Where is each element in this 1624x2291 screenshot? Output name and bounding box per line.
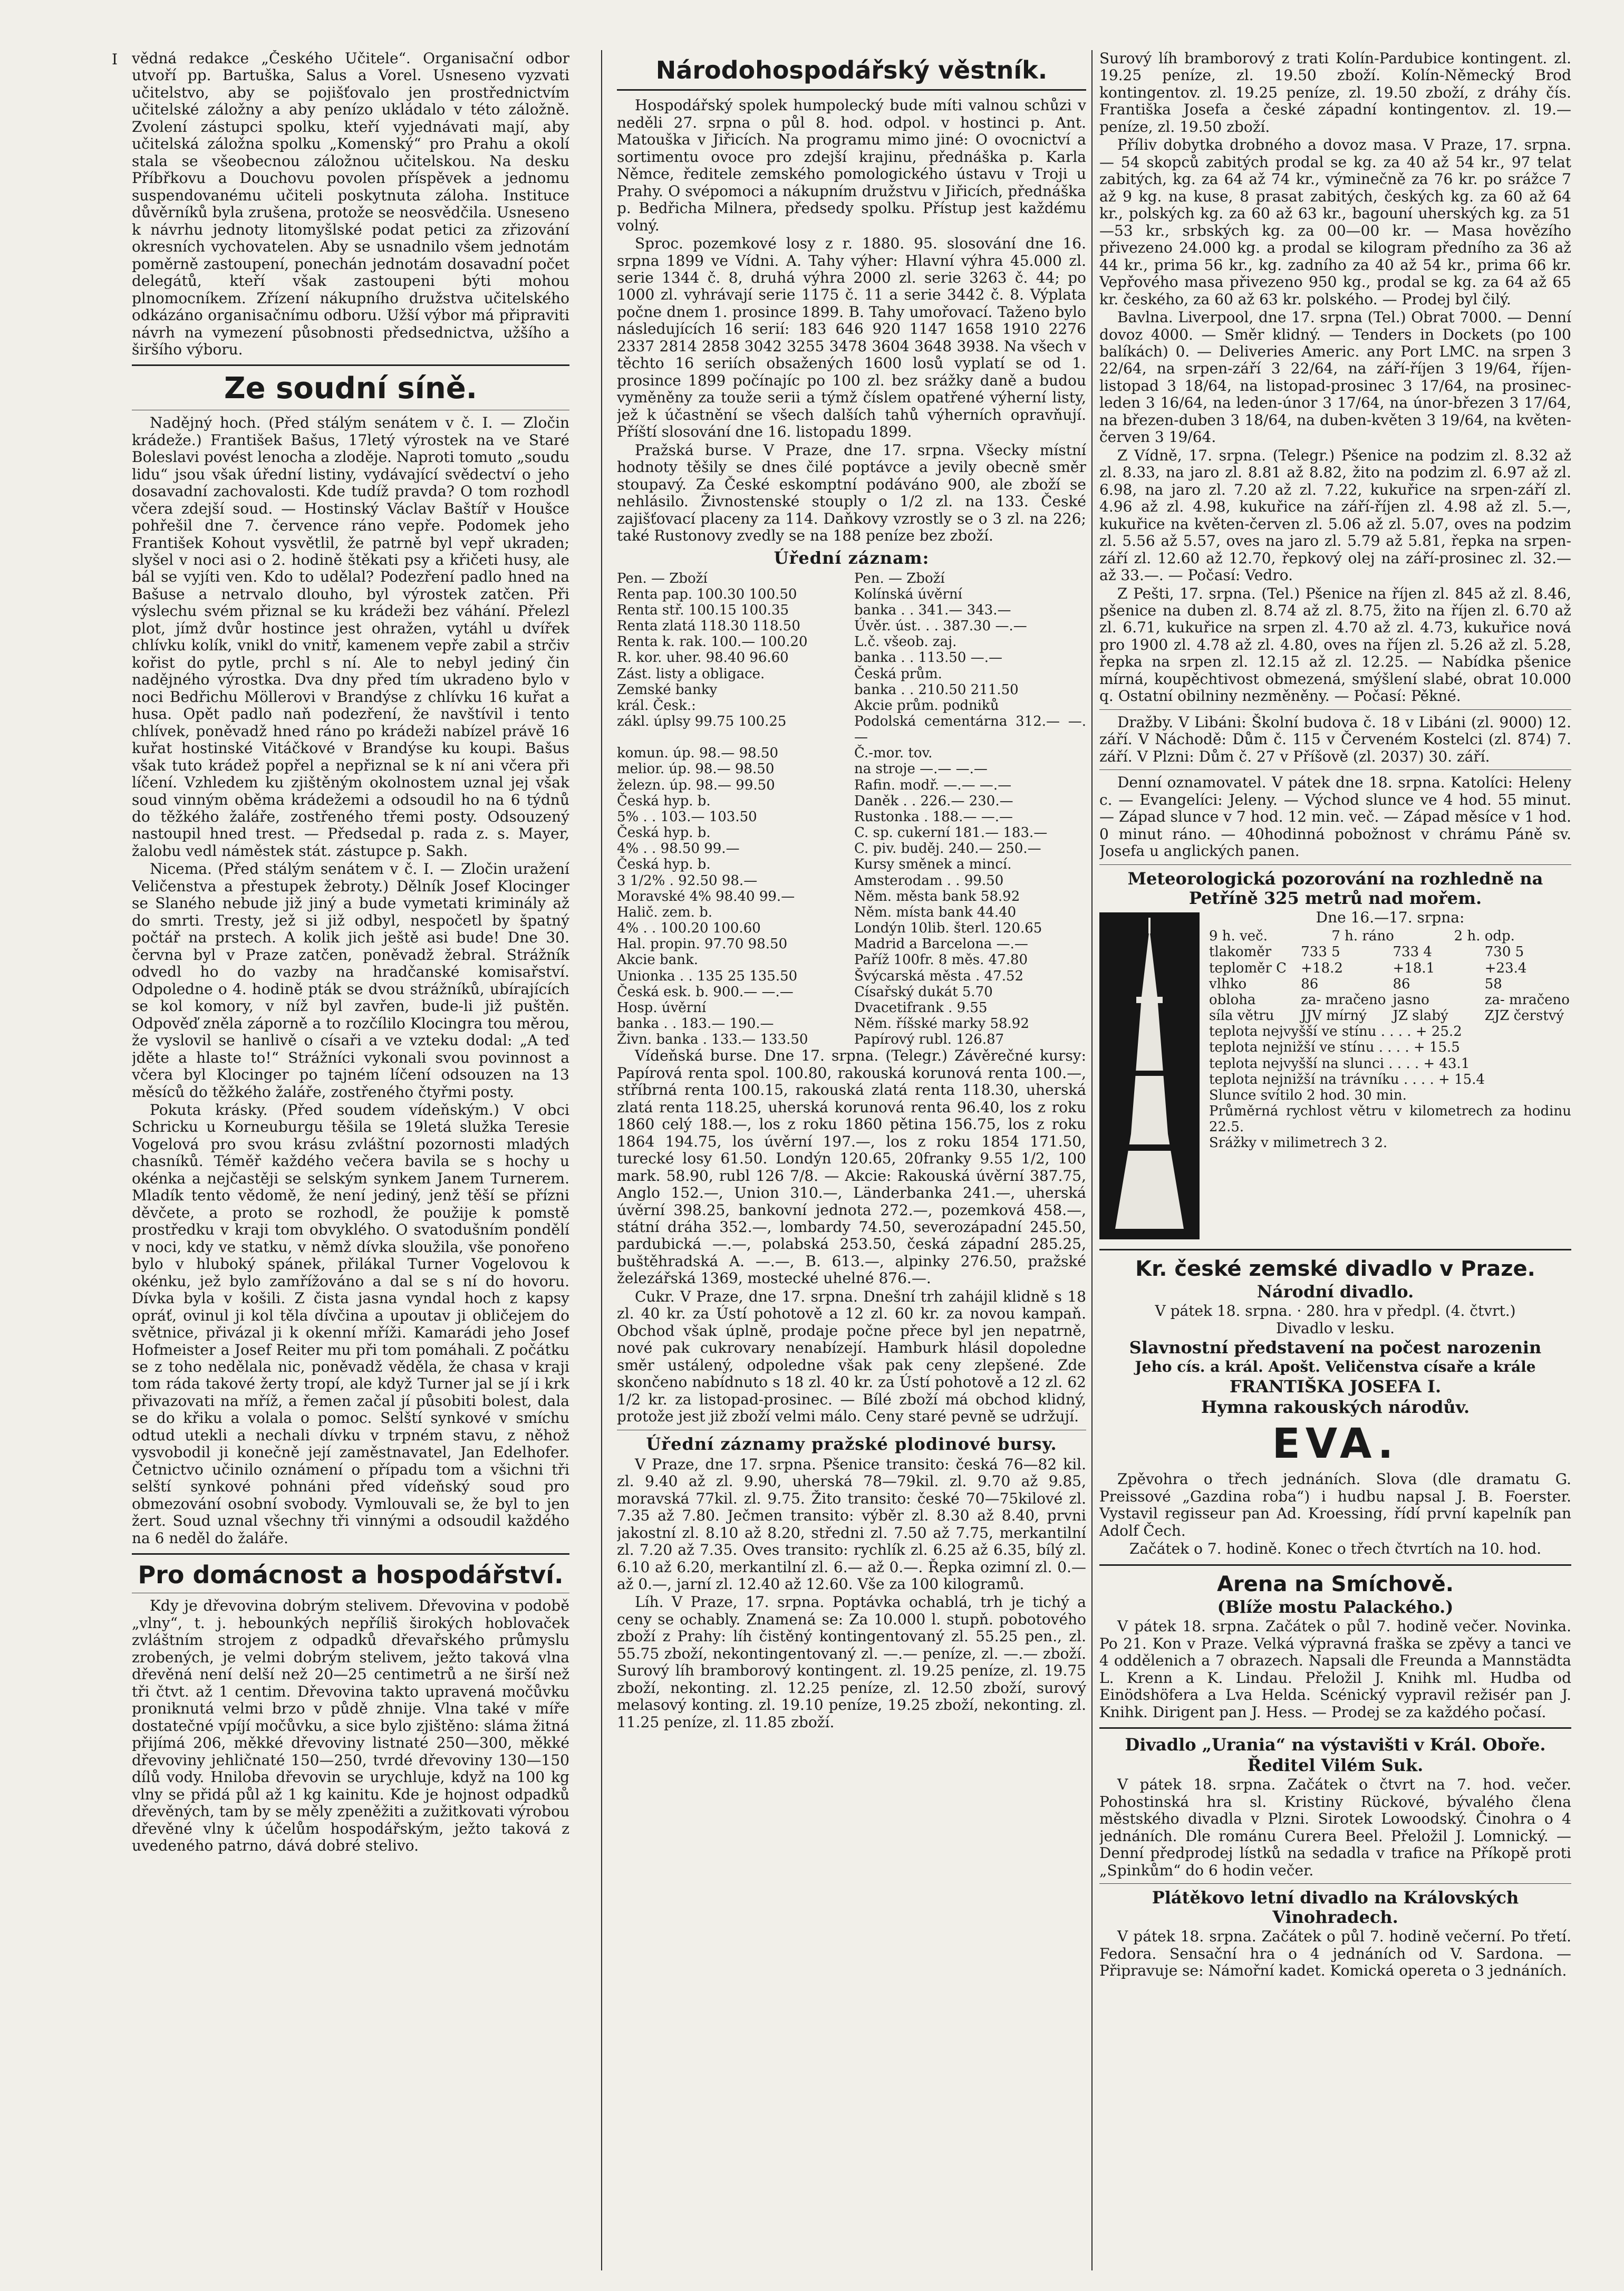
meteo-row-cell: tlakoměr <box>1209 944 1272 960</box>
meteo-row-cell: Průměrná rychlost větru v kilometrech za hodinu 22.5. <box>1209 1103 1571 1135</box>
exchange-table-row-cell: banka . . 341.— 343.— <box>854 602 1011 618</box>
meteo-row-cell: Srážky v milimetrech 3 2. <box>1209 1135 1388 1151</box>
exchange-table-row <box>617 1016 1086 1032</box>
exchange-table-row-cell: 5% . . 103.— 103.50 <box>617 808 757 825</box>
meteo-date: Dne 16.—17. srpna: <box>1316 908 1465 926</box>
exchange-table-row-cell: banka . . 210.50 211.50 <box>854 681 1019 698</box>
article-bavlna: Bavlna. Liverpool, dne 17. srpna (Tel.) Obrat 7000. — Denní dovoz 4000. — Směr klidný. — Tenders in Dockets (po 100 balíkách) 0. — Deliveries Americ. any Port LMC. na srpen 3 22/64, na srpen-září 3 22/64, na září-říjen 3 19/64, říjen-listopad 3 18/64, na listopad-prosinec 3 17/64, na prosinec-leden 3 16/64, na leden-únor 3 17/64, na únor-březen 3 17/64, na březen-duben 3 18/64, na duben-květen 3 19/64, na květen-červen 3 19/64. <box>1099 309 1571 446</box>
urania-subheading: Ředitel Vilém Suk. <box>1247 1755 1424 1776</box>
meteo-row-cell: síla větru <box>1209 1008 1274 1024</box>
article-denni-oznamovatel: Denní oznamovatel. V pátek dne 18. srpna. Katolíci: Heleny c. — Evangelíci: Jeleny. — Východ slunce ve 4 hod. 55 minut. — Západ slunce v 7 hod. 12 min. več. — Západ měsíce v 1 hod. 0 minut ráno. — 40hodinná pobožnost v chrámu Páně sv. Josefa u anglických panen. <box>1099 774 1571 860</box>
exchange-table-row <box>617 586 1086 602</box>
meteo-row-cell: teplota nejvyšší na slunci . . . . + 43.1 <box>1209 1055 1470 1072</box>
meteo-row-cell: 58 <box>1484 976 1502 992</box>
exchange-table-row-cell: Pen. — Zboží <box>617 570 708 586</box>
exchange-table-row-cell: Daněk . . 226.— 230.— <box>854 793 1013 809</box>
exchange-table-row-cell: Akcie prům. podniků <box>854 697 999 714</box>
article-pozemkove-losy: Sproc. pozemkové losy z r. 1880. 95. slosování dne 16. srpna 1899 ve Vídni. A. Tahy výher: Hlavní výhra 45.000 zl. serie 1344 č. 8, druhá výhra 2000 zl. serie 3263 č. 44; po 1000 zl. vyhrávají serie 1175 č. 11 a serie 3442 č. 8. Výplata počne dnem 1. prosince 1899. B. Tahy umořovací. Taženo bylo následujících 16 serií: 183 646 920 1147 1658 1910 2276 2337 2814 2858 3042 3255 3478 3604 3648 3938. Na všech v těchto 16 seriích obsažených 1600 losů vyplatí se od 1. prosince 1899 počínajíc po 100 zl. bez srážky daně a budou vyměněny za touže serii a týmž číslem opatřené výherní listy, jež k účastnění se všech dalších tahů výherních opravňují. Příští slosování dne 16. listopadu 1899. <box>617 235 1086 441</box>
exchange-table-row-cell: Něm. říšské marky 58.92 <box>854 1015 1029 1032</box>
exchange-table-row-cell: železn. úp. 98.— 99.50 <box>617 777 775 793</box>
exchange-table <box>617 571 1086 1048</box>
exchange-table-row-cell: Dvacetifrank . 9.55 <box>854 999 988 1016</box>
exchange-table-row-cell: C. piv. buděj. 240.— 250.— <box>854 841 1041 857</box>
urania-heading: Divadlo „Urania“ na výstavišti v Král. Oboře. <box>1125 1735 1546 1755</box>
article-teachers: vědná redakce „Českého Učitele“. Organisační odbor utvoří pp. Bartuška, Salus a Vorel. Usneseno vyzvati učitelstvo, aby se pojišťovalo jen prostřednictvím učitelské záložny a aby penízo ukládalo v této záložně. Zvolení zástupci spolku, kteří vyjednávati mají, aby učitelská záložna spolku „Komenský“ pro Prahu a okolí stala se všeobecnou záložnou učitelskou. Na desku Příbřkovu a Douchovu povolen příspěvek a jednomu suspendovanému učiteli poskytnuta záloha. Instituce důvěrníků byla zrušena, protože se neosvědčila. Usneseno k návrhu jednoty litomyšlské podat petici za zřizování okresních vychovatelen. Aby se usnadnilo všem jednotám poměrně zastoupení, ponechán jednotám dosavadní počet delegátů, kteří však zastoupeni býti mohou plnomocníkem. Zřízení nákupního družstva učitelského odkázáno organisačnímu odboru. Užší výbor má připraviti návrh na vymezení působnosti předsednictva, užšího a širšího výboru. <box>132 50 569 358</box>
exchange-table-row-cell: 3 1/2% . 92.50 98.— <box>617 872 758 889</box>
exchange-table-row-cell: král. Česk.: <box>617 697 696 714</box>
theatre-time: Začátek o 7. hodině. Konec o třech čtvrtích na 10. hod. <box>1129 1540 1542 1558</box>
meteo-row-cell: Slunce svítilo 2 hod. 30 min. <box>1209 1087 1407 1103</box>
exchange-table-row <box>617 602 1086 618</box>
meteo-row <box>1209 1072 1571 1087</box>
meteo-row-cell: +23.4 <box>1484 960 1527 976</box>
meteo-row <box>1209 1135 1571 1151</box>
urania-description: V pátek 18. srpna. Začátek o čtvrt na 7. hod. večer. Pohostinská hra sl. Kristiny Rückové, bývalého člena městského divadla v Plzni. Sirotek Lowoodský. Činohra o 4 jednáních. Dle románu Curera Beel. Přeložil J. Lomnický. — Denní předprodej lístků na sedadla v trafice na Příkopě proti „Spinkům“ do 6 hodin večer. <box>1099 1776 1571 1879</box>
meteo-row-cell: teploměr C <box>1209 960 1287 976</box>
exchange-table-row-cell: Něm. města bank 58.92 <box>854 888 1020 904</box>
exchange-table-row-cell: Kolínská úvěrní <box>854 586 962 602</box>
theatre-subheading: Národní divadlo. <box>1256 1282 1414 1302</box>
exchange-table-row-cell: Rafin. modř. —.— —.— <box>854 777 1012 793</box>
exchange-table-row <box>617 745 1086 761</box>
exchange-table-row <box>617 714 1086 745</box>
page-marker: I <box>112 51 118 68</box>
exchange-table-row <box>617 825 1086 841</box>
exchange-table-row-cell: komun. úp. 98.— 98.50 <box>617 745 779 762</box>
section-title-court: Ze soudní síně. <box>224 371 478 406</box>
meteo-row-cell: teplota nejvyšší ve stínu . . . . + 25.2 <box>1209 1024 1462 1040</box>
exchange-table-row-cell: Londýn 10lib. šterl. 120.65 <box>854 920 1042 937</box>
exchange-table-row-cell: Hal. propin. 97.70 98.50 <box>617 936 788 952</box>
exchange-table-row-cell: Podolská cementárna 312.— —.— <box>854 714 1086 746</box>
exchange-table-row <box>617 984 1086 1000</box>
theatre-line-5: Hymna rakouských národův. <box>1201 1397 1470 1417</box>
meteo-row-cell: 9 h. več. <box>1209 928 1268 945</box>
exchange-table-row <box>617 793 1086 809</box>
exchange-table-row-cell: Česká esk. b. 900.— —.— <box>617 984 794 1000</box>
meteo-row-cell: 733 5 <box>1301 944 1340 960</box>
meteo-row <box>1209 1056 1571 1072</box>
meteo-row-cell: za- mračeno <box>1301 992 1386 1008</box>
exchange-table-row-cell: 4% . . 100.20 100.60 <box>617 920 761 937</box>
exchange-table-row <box>617 1032 1086 1047</box>
exchange-table-row <box>617 618 1086 634</box>
exchange-table-row-cell: zákl. úplsy 99.75 100.25 <box>617 714 787 729</box>
meteo-row <box>1209 928 1571 944</box>
exchange-table-row <box>617 841 1086 856</box>
meteo-row <box>1209 960 1571 976</box>
exchange-table-row-cell: Rustonka . 188.— —.— <box>854 808 1013 825</box>
meteo-row-cell: JZ slabý <box>1393 1008 1448 1024</box>
exchange-table-row-cell: Hosp. úvěrní <box>617 999 707 1016</box>
meteo-row-cell: jasno <box>1393 992 1429 1008</box>
article-surovy-lih: Surový líh bramborový z trati Kolín-Pardubice kontingent. zl. 19.25 peníze, zl. 19.50 zboží. Kolín-Německý Brod kontingentov. zl. 19.25 peníze, zl. 19.50 zboží, z dráhy čís. Františka Josefa a české západní kontingentov. zl. 19.— peníze, zl. 19.50 zboží. <box>1099 50 1571 136</box>
theatre-description: Zpěvohra o třech jednáních. Slova (dle dramatu G. Preissové „Gazdina roba“) i hudbu napsal J. B. Foerster. Vystavil regisseur pan Ad. Kroessing, řídí první kapelník pan Adolf Čech. <box>1099 1470 1571 1539</box>
exchange-table-row-cell: na stroje —.— —.— <box>854 761 988 777</box>
section-divider <box>132 364 569 366</box>
exchange-table-row-cell: Švýcarská města . 47.52 <box>854 968 1024 984</box>
exchange-table-row-cell: Renta zlatá 118.30 118.50 <box>617 618 800 634</box>
exchange-table-row <box>617 809 1086 825</box>
arena-description: V pátek 18. srpna. Začátek o půl 7. hodině večer. Novinka. Po 21. Kon v Praze. Velká výpravná fraška se zpěvy a tanci ve 4 oddělenich a 7 obrazech. Napsali dle Freunda a Mannstädta L. Krenn a K. Lindau. Přeložil J. Knihk ml. Hudba od Einödshöfera a Lva Helda. Scénický vypravil režisér pan J. Knihk. Dirigent pan J. Hess. — Prodej se za každého počasí. <box>1099 1618 1571 1721</box>
meteo-row-cell: za- mračeno <box>1484 992 1570 1008</box>
section-divider <box>1099 1727 1571 1729</box>
exchange-table-row <box>617 856 1086 872</box>
arena-heading: Arena na Smíchově. <box>1217 1572 1454 1596</box>
theatre-line-2: Slavnostní představení na počest narozenin <box>1129 1337 1542 1358</box>
exchange-table-row <box>617 952 1086 968</box>
section-divider <box>1099 709 1571 710</box>
exchange-table-row-cell: melior. úp. 98.— 98.50 <box>617 761 775 777</box>
article-nadejny-hoch: Nadějný hoch. (Před stálým senátem v č. I. — Zločin krádeže.) František Bašus, 17letý výrostek na ve Staré Boleslavi povést lenocha a zloděje. Naproti tomuto „soudu lidu“ jsou však úřední listiny, vydávající svědectví o jeho dosavadní zachovalosti. Kde tudíž pravda? O tom rozhodl včera zdejší soud. — Hostinský Václav Baštíř v Houšce pohřešil dne 7. července ráno vepře. Podomek jeho František Kohout vysvětlil, že patrně byl vepř ukraden; slyšel v noci asi o 2. hodině štěkati psy a křičeti husy, ale bál se vyjíti ven. Kdo to udělal? Podezření padlo hned na Bašuse a netrvalo dlouho, byl výrostek zatčen. Při výslechu svém přiznal se ku krádeži bez váhání. Přelezl plot, jímž dvůr hostince jest ohražen, vytáhl u dvířek chlívku kolík, vnikl do vnitř, kamenem vepře zabil a strčiv kořist do pytle, prchl s ní. Ale to nebyl jediný čin nadějného výrostka. Dva dny před tím ukradeno bylo v noci Bedřichu Möllerovi v Brandýse z chlívku 16 kuřat a husa. Opět padlo naň podezření, že navštívil i tento chlívek, poněvadž hned ráno po krádeži nabízel právě 16 kuřat hostinské Vitáčkové v Brandýse ku koupi. Bašus však tuto krádež popřel a nepřiznal se k ní ani včera při líčení. Vzhledem ku zjištěným okolnostem uznal jej však soud vinným oběma krádežemi a odsoudil ho na 6 týdnů do těžkého žaláře, zostřeného třemi posty. Odsouzený nastoupil hned trest. — Předsedal p. rada z. s. Mayer, žalobu vedl náměstek stát. zástupce p. Sakh. <box>132 414 569 860</box>
exchange-table-row-cell: Kursy směnek a mincí. <box>854 856 1012 873</box>
exchange-table-row-cell: Pen. — Zboží <box>854 570 945 586</box>
meteo-row-cell: 2 h. odp. <box>1454 928 1515 945</box>
theatre-line-4: FRANTIŠKA JOSEFA I. <box>1229 1376 1442 1397</box>
column-1 <box>132 50 569 2265</box>
exchange-table-row <box>617 936 1086 952</box>
exchange-table-row <box>617 968 1086 984</box>
arena-subheading: (Blíže mostu Palackého.) <box>1217 1597 1454 1618</box>
exchange-table-row <box>617 682 1086 698</box>
meteo-row-cell: 730 5 <box>1484 944 1524 960</box>
article-prazska-burse: Pražská burse. V Praze, dne 17. srpna. Všecky místní hodnoty těšily se dnes čilé poptávce a jevily obecně směr stoupavý. Za České eskomptní podáváno 900, ale zboží se nehlásilo. Živnostenské stouply o 1/2 zl. na 133. České zajišťovací placeny za 114. Daňkovy vzrostly se o 3 zl. na 226; také Rustonovy zvedly se na 188 peníze bez zboží. <box>617 441 1086 545</box>
exchange-table-row-cell: Amsterodam . . 99.50 <box>854 872 1004 889</box>
section-divider <box>1099 864 1571 865</box>
exchange-table-row-cell: Renta stř. 100.15 100.35 <box>617 602 789 618</box>
article-cukr: Cukr. V Praze, dne 17. srpna. Dnešní trh zahájil klidně s 18 zl. 40 kr. za Ústí pohotově a 12 zl. 60 kr. za novou kampaň. Obchod však úplně, prodaje počne přece byl jen nepatrně, nové pak cukrovary nenabízejí. Hamburk hlásil dopoledne směr ustálený, odpoledne však pak ceny zlepšené. Zde skončeno nabídnuto s 18 zl. 40 kr. za Ústí pohotově a 12 zl. 62 1/2 kr. za listopad-prosinec. — Bílé zboží má obchod klidný, protože jest již zboží velmi málo. Ceny staré pevně se udržují. <box>617 1287 1086 1426</box>
exchange-table-row-cell: banka . . 113.50 —.— <box>854 650 1002 666</box>
meteo-row <box>1209 1039 1571 1055</box>
section-divider <box>1099 1249 1571 1250</box>
meteo-row-cell: 7 h. ráno <box>1331 928 1394 945</box>
exchange-table-row-cell: Halič. zem. b. <box>617 904 713 920</box>
exchange-table-row <box>617 571 1086 586</box>
exchange-table-row-cell: Akcie bank. <box>617 952 698 968</box>
exchange-table-row-cell: Úvěr. úst. . . 387.30 —.— <box>854 618 1027 634</box>
exchange-table-row-cell: R. kor. uher. 98.40 96.60 <box>617 650 789 666</box>
exchange-table-row <box>617 1000 1086 1016</box>
article-plodiny: V Praze, dne 17. srpna. Pšenice transito: česká 76—82 kil. zl. 9.40 až zl. 9.90, uherská 78—79kil. zl. 9.70 až 9.85, moravská 77kil. zl. 9.75. Žito transito: české 70—75kilové zl. 7.35 až 7.80. Ječmen transito: výběr zl. 8.30 až 8.40, prvni jakostní zl. 8.10 až 8.20, středni zl. 7.50 až 7.75, merkantilní zl. 7.20 až 7.35. Oves transito: rychlík zl. 6.25 až 6.35, bílý zl. 6.10 až 6.20, merkantilní zl. 6.— až 0.—. Řepka ozimní zl. 0.— až 0.—, jarní zl. 12.40 až 12.60. Vše za 100 kilogramů. <box>617 1455 1086 1593</box>
exchange-table-row-cell: Moravské 4% 98.40 99.— <box>617 888 795 904</box>
exchange-table-row-cell: C. sp. cukerní 181.— 183.— <box>854 825 1048 841</box>
meteo-row <box>1209 1087 1571 1103</box>
meteo-row <box>1209 992 1571 1008</box>
article-hospodarsky-spolek: Hospodářský spolek humpolecký bude míti valnou schůzi v neděli 27. srpna o půl 8. hod. odpol. v hostinci p. Ant. Matouška v Jiřicích. Na programu mimo jiné: O ovocnictví a sortimentu ovoce pro zdejší krajinu, přednáška p. Karla Němce, ředitele zemského pomologického ústavu v Troji u Prahy. O svépomoci a nákupním družstvu v Jiřicích, přednáška p. Bedřicha Milnera, předsedy spolku. Přístup jest každému volný. <box>617 97 1086 234</box>
exchange-table-row-cell: Unionka . . 135 25 135.50 <box>617 968 798 984</box>
section-title-economy: Národohospodářský věstník. <box>655 56 1048 84</box>
article-videnska-burse: Vídeňská burse. Dne 17. srpna. (Telegr.) Závěrečné kursy: Papírová renta spol. 100.80, rakouská korunová renta 100.—, stříbrná renta 100.15, rakouská zlatá renta 118.30, uherská zlatá renta 118.25, uherská korunová renta 96.40, los z roku 1860 celý 188.—, los z roku 1860 pětina 156.75, los z roku 1864 194.75, los úvěrní 197.—, los z roku 1854 171.50, turecké losy 61.50. Londýn 120.65, 20franky 9.55 1/2, 100 mark. 58.90, rubl 126 7/8. — Akcie: Rakouská úvěrní 387.75, Anglo 152.—, Union 310.—, Länderbanka 241.—, uherská úvěrní 398.25, bankovní jednota 272.—, pozemková 458.—, státní dráha 352.—, lombardy 74.50, severozápadní 245.50, pardubická —.—, polabská 253.50, česká západní 285.25, buštěhradská A. —.—, B. 613.—, alpinky 276.50, pražské železářská 1369, mostecké uhelné 876.—. <box>617 1047 1086 1287</box>
vinohrady-heading: Plátěkovo letní divadlo na Královských Vinohradech. <box>1152 1888 1519 1928</box>
theatre-date: V pátek 18. srpna. · 280. hra v předpl. (4. čtvrt.) <box>1155 1302 1516 1320</box>
exchange-table-row-cell: Česká hyp. b. <box>617 856 711 873</box>
article-drazby: Dražby. V Libáni: Školní budova č. 18 v Libáni (zl. 9000) 12. září. V Náchodě: Dům č. 115 v Červeném Kostelci (zl. 874) 7. září. V Plzni: Dům č. 27 v Příšově (zl. 2037) 30. září. <box>1099 713 1571 765</box>
exchange-table-row <box>617 634 1086 650</box>
tower-icon <box>1099 912 1200 1239</box>
column-3 <box>1099 50 1571 2265</box>
vinohrady-description: V pátek 18. srpna. Začátek o půl 7. hodině večerní. Po třetí. Fedora. Sensační hra o 4 jednáních od V. Sardona. — Připravuje se: Námořní kadet. Komická opereta o 3 jednáních. <box>1099 1928 1571 1980</box>
article-nicema: Nicema. (Před stálým senátem v č. I. — Zločin uražení Veličenstva a přestupek žebroty.) Dělník Josef Klocinger se Slaného nebude již jiný a bude vymetati kriminály až do smrti. Tresty, jež si již odbyl, nespočetl by špatný počtář na prstech. A kolik jich ještě asi bude! Dne 30. června byl v Praze zatčen, poněvadž žebral. Strážník odvedl ho do vazby na hradčanské komisařství. Odpoledne o 4. hodině pták se dvou strážníků, ubírajících se kol komory, v níž byl zavřen, bude-li již puštěn. Odpověď zněla záporně a to rozčílilo Klocingra tou měrou, že vyslovil se hanlivě o císaři a ve vzteku dodal: „A teď jděte a hlaste to!“ Strážníci vykonali svou povinnost a včera byl Klocinger po tajném líčení odsouzen na 13 měsíců do těžkého žaláře, zostřeného čtyřmi posty. <box>132 860 569 1101</box>
section-title-household: Pro domácnost a hospodářství. <box>138 1561 564 1590</box>
theatre-play-title: EVA. <box>1272 1420 1399 1468</box>
exchange-table-row <box>617 889 1086 904</box>
article-pokuta-krasky: Pokuta krásky. (Před soudem vídeňským.) V obci Schricku u Korneuburgu těšila se 19letá služka Teresie Vogelová pro svou krásu zvláštní pozornosti mladých chasníků. Téměř každého večera bavila se s hochy u okénka a nejčastěji se selským synkem Janem Turnerem. Mladík tento vědomě, že není jediný, jenž těší se přízni děvčete, a proto se rozhodl, že použije k pomstě prostředku v kraji tom obvyklého. O svatodušním pondělí v noci, kdy ve statku, v němž dívka sloužila, vše ponořeno bylo v hluboký spánek, přilákal Turner Vogelovou k okénku, jež bylo zamřížováno a dal se s ní do hovoru. Dívka byla v košili. Z čista jasna vyndal hoch z kapsy opráť, ovinul ji kol těla dívčina a upoutav ji obličejem do světnice, přivázal ji k okenní mříži. Kamarádi jeho Josef Hofmeister a Josef Reiter mu při tom pomáhali. Z počátku se z toho nedělala nic, poněvadž věděla, že chasa v kraji tom ráda takové žerty tropí, ale když Turner jal se jí i krk přivazovati na mříž, a řemen začal jí působiti bolest, dala se do křiku a volala o pomoc. Selští synkové v smíchu odtud utekli a nechali dívku v trpném stavu, z něhož vysvobodil ji konečně její zaměstnavatel, Jan Edelhofer. Četnictvo učinilo oznámení o případu tom a všichni tři selští synkové pohnáni před vídeňský soud pro obmezování osobní svobody. Vymlouvali se, že byl to jen žert. Soud uznal všechny tři vinnými a odsoudil každého na 6 neděl do žaláře. <box>132 1101 569 1547</box>
exchange-table-row-cell: banka . . 183.— 190.— <box>617 1015 774 1032</box>
exchange-table-row-cell: Česká hyp. b. <box>617 825 711 841</box>
table-title: Úřední záznam: <box>774 548 930 569</box>
article-z-vidne: Z Vídně, 17. srpna. (Telegr.) Pšenice na podzim zl. 8.32 až zl. 8.33, na jaro zl. 8.81 až 8.82, žito na podzim zl. 6.97 až zl. 6.98, na jaro zl. 7.20 až zl. 7.22, kukuřice na srpen-září zl. 4.96 až zl. 4.98, kukuřice na září-říjen zl. 4.98 až zl. 5.—, kukuřice na květen-červen zl. 5.06 až zl. 5.07, oves na podzim zl. 5.56 až 5.57, oves na jaro zl. 5.79 až 5.81, řepka na srpen-září zl. 12.60 až 12.70, řepkový olej na září-prosinec zl. 32.— až 33.—. — Počasí: Vedro. <box>1099 446 1571 584</box>
exchange-table-row <box>617 698 1086 714</box>
exchange-table-row <box>617 777 1086 793</box>
exchange-table-row-cell: Císařský dukát 5.70 <box>854 984 993 1000</box>
exchange-table-row-cell: Něm. místa bank 44.40 <box>854 904 1017 920</box>
exchange-table-row-cell: Renta k. rak. 100.— 100.20 <box>617 634 808 650</box>
exchange-table-row <box>617 904 1086 920</box>
exchange-table-rows <box>617 571 1086 1048</box>
article-dobytek: Příliv dobytka drobného a dovoz masa. V Praze, 17. srpna. — 54 skopců zabitých prodal se kg. za 40 až 54 kr., 97 telat zabitých, kg. za 64 až 74 kr., výminečně za 76 kr. po srážce 7 až 9 kg. na kuse, 8 prasat zabitých, českých kg. za 60 až 64 kr., polských kg. za 60 až 63 kr., bagouní uherských kg. za 51—53 kr., srbských kg. za 00—00 kr. — Masa hovězího přivezeno 24.000 kg. a prodal se kilogram předního za 36 až 44 kr., prima 56 kr., kg. zadního za 40 až 54 kr., prima 66 kr. Vepřového masa přivezeno 950 kg., prodal se kg. za 64 až 65 kr. českého, za 60 až 63 kr. polského. — Prodej byl čilý. <box>1099 136 1571 308</box>
meteo-row <box>1209 944 1571 960</box>
exchange-table-row-cell: Papírový rubl. 126.87 <box>854 1032 1004 1048</box>
meteo-row-cell: 86 <box>1393 976 1410 992</box>
article-z-pesti: Z Pešti, 17. srpna. (Tel.) Pšenice na říjen zl. 845 až zl. 8.46, pšenice na duben zl. 8.74 až zl. 8.75, žito na říjen zl. 6.70 až zl. 6.71, kukuřice na srpen zl. 4.70 až zl. 4.73, kukuřice nová pro 1900 zl. 4.78 až zl. 4.80, oves na říjen zl. 5.26 až zl. 5.28, řepka na srpen zl. 12.15 až zl. 12.25. — Nabídka pšenice mírná, koupěchtivost obmezená, smýšlení slabé, obrat 10.000 q. Ostatní obilniny nezměněny. — Počasí: Pěkné. <box>1099 584 1571 705</box>
meteo-row-cell: vlhko <box>1209 976 1247 992</box>
article-drevovina: Kdy je dřevovina dobrým stelivem. Dřevovina v podobě „vlny“, t. j. hebounkých nepříliš širokých hoblovaček zvláštním strojem z odpadků dřevařského průmyslu zrobených, je velmi dobrým stelivem, ježto taková vlna dřevěná není delší než 20—25 centimetrů a ne širší než tři čtvt. až 1 centim. Dřevovina takto upravená močůvku proniknutá velmi brzo v půdě zhnije. Vlna také v míře dostatečné vpíjí močůvku, a sice bylo zjištěno: sláma žitná přijímá 206, měkké dřevoviny listnaté 250—300, měkké dřevoviny jehličnaté 150—250, tvrdé dřevoviny 130—150 dílů vody. Hniloba dřevovin se urychluje, když na 100 kg vlny se přidá půl až 1 kg kainitu. Kde je hojnost odpadků dřevěných, tam by se měly zpeněžiti a zužitkovati výrobou dřevěné vlny k účelům hospodářským, ježto taková z uvedeného patrno, dává dobré stelivo. <box>132 1597 569 1855</box>
meteo-row-cell: +18.1 <box>1393 960 1435 976</box>
section-divider <box>1099 1883 1571 1884</box>
exchange-table-row-cell: Renta pap. 100.30 100.50 <box>617 586 797 602</box>
section-divider <box>1099 769 1571 770</box>
section-divider <box>132 1553 569 1555</box>
article-lih: Líh. V Praze, 17. srpna. Poptávka ochablá, trh je tichý a ceny se ochably. Znamená se: Za 10.000 l. stupň. pobotového zboží z Prahy: líh čistěný kontingentovaný zl. 55.25 pen., zl. 55.75 zboží, nekontingentovaný zl. —.— peníze, zl. —.— zboží. Surový líh bramborový kontingent. zl. 19.25 peníze, zl. 19.75 zboží, nekonting. zl. 12.25 peníze, zl. 12.50 zboží, surový melasový konting. zl. 19.10 peníze, 19.25 zboží, nekonting. zl. 11.25 peníze, zl. 11.85 zboží. <box>617 1593 1086 1731</box>
exchange-table-row <box>617 650 1086 666</box>
exchange-table-row-cell: 4% . . 98.50 99.— <box>617 841 740 857</box>
exchange-table-row-cell: Zást. listy a obligace. <box>617 666 765 682</box>
meteo-row-cell: obloha <box>1209 992 1256 1008</box>
exchange-table-row <box>617 666 1086 682</box>
section-divider <box>617 89 1086 91</box>
theatre-heading: Kr. české zemské divadlo v Praze. <box>1135 1256 1535 1281</box>
meteo-row-cell: teplota nejnižší ve stínu . . . . + 15.5 <box>1209 1039 1460 1056</box>
exchange-table-row-cell: Zemské banky <box>617 681 718 698</box>
exchange-table-row-cell: Česká hyp. b. <box>617 793 711 809</box>
theatre-line-3: Jeho cís. a král. Apošt. Veličenstva císaře a krále <box>1135 1358 1536 1376</box>
section-divider <box>1099 1564 1571 1566</box>
column-rule <box>1091 50 1093 2270</box>
meteo-row-cell: 733 4 <box>1393 944 1432 960</box>
meteo-title: Meteorologická pozorování na rozhledně na Petříně 325 metrů nad mořem. <box>1127 868 1543 908</box>
exchange-table-row-cell: Paříž 100fr. 8 měs. 47.80 <box>854 952 1028 968</box>
exchange-table-row-cell: Č.-mor. tov. <box>854 745 933 762</box>
meteo-row-cell: ZJZ čerstvý <box>1484 1008 1564 1024</box>
exchange-table-row-cell: Živn. banka . 133.— 133.50 <box>617 1032 808 1048</box>
meteo-row-cell: teplota nejnižší na trávníku . . . . + 15.4 <box>1209 1071 1485 1087</box>
exchange-table-row <box>617 920 1086 936</box>
column-rule <box>601 50 602 2270</box>
exchange-table-row-cell: Česká prům. <box>854 666 942 682</box>
petrin-tower-illustration <box>1099 912 1200 1239</box>
exchange-table-row <box>617 761 1086 777</box>
column-2 <box>617 50 1086 2265</box>
meteo-row-cell: JJV mírný <box>1301 1008 1367 1024</box>
meteo-row <box>1209 976 1571 992</box>
meteo-row <box>1209 1008 1571 1024</box>
meteo-row <box>1209 1024 1571 1039</box>
exchange-table-row <box>617 873 1086 889</box>
meteo-row-cell: +18.2 <box>1301 960 1343 976</box>
section-title-commodity: Úřední záznamy pražské plodinové bursy. <box>646 1433 1057 1454</box>
meteo-row <box>1209 1103 1571 1135</box>
theatre-line-1: Divadlo v lesku. <box>1275 1319 1395 1337</box>
exchange-table-row-cell: Madrid a Barcelona —.— <box>854 936 1028 952</box>
exchange-table-row-cell: L.č. všeob. zaj. <box>854 634 957 650</box>
meteo-row-cell: 86 <box>1301 976 1319 992</box>
